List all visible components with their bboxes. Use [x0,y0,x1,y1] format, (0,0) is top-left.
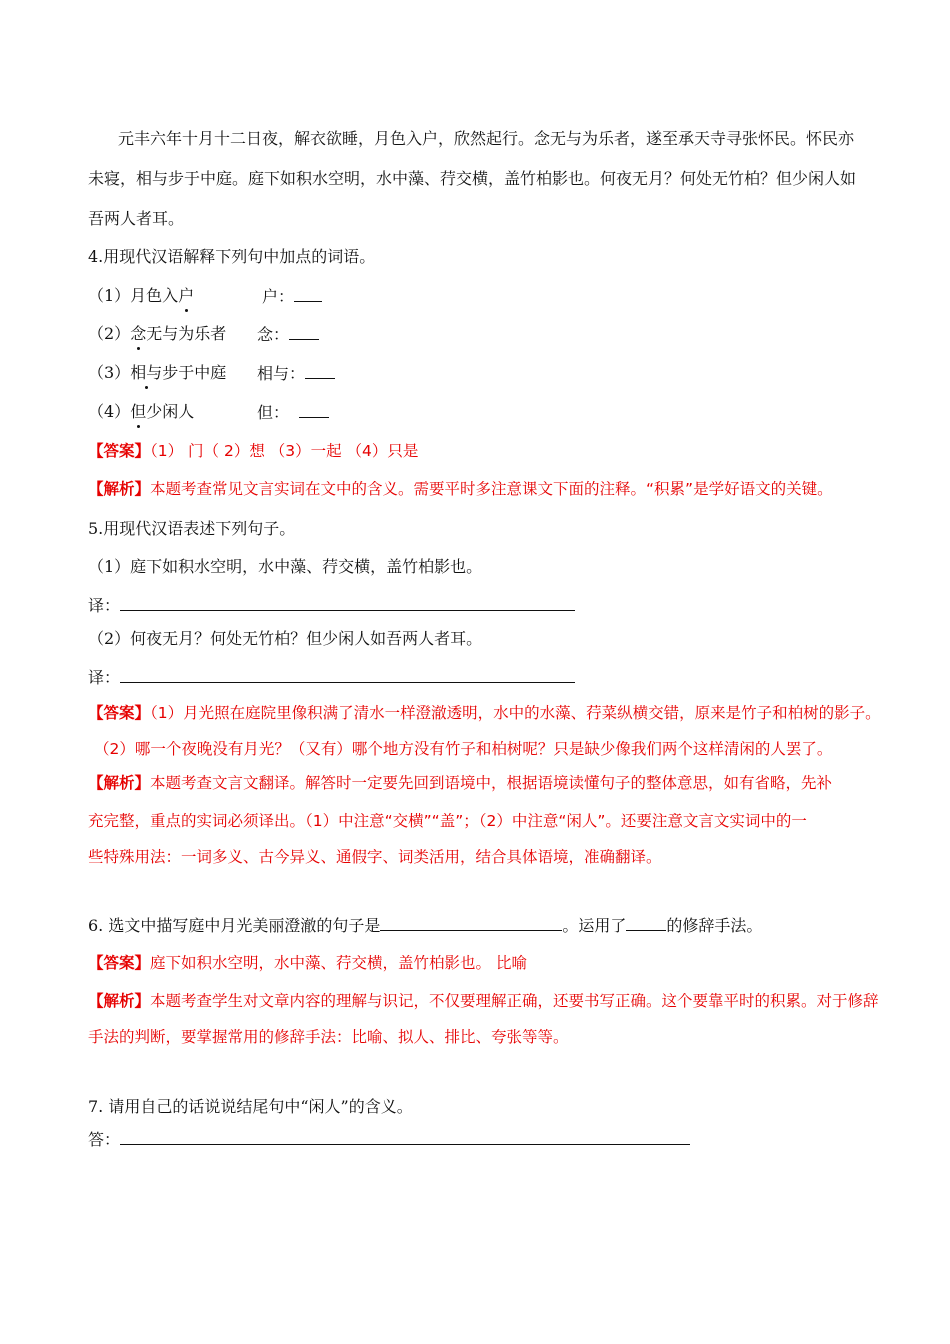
q5-analysis-2: 充完整，重点的实词必须译出。（1）中注意“交横”“盖”；（2）中注意“闲人”。还要注意文言文实词中的一 [88,812,807,830]
passage-line-1: 元丰六年十月十二日夜，解衣欲睡，月色入户，欣然起行。念无与为乐者，遂至承天寺寻张怀民。怀民亦 [118,129,855,148]
q4-item-3: （3）相与步于中庭 [88,363,227,382]
q5-answer-line-2[interactable] [120,666,575,683]
q5-translate-2: 译： [88,666,575,689]
q4-item-4-word: 但： [257,401,329,424]
q6-blank-rhetoric[interactable] [626,914,666,931]
q7-answer-line[interactable] [120,1128,690,1145]
q6-blank-sentence[interactable] [380,914,562,931]
q5-answer-1: 【答案】（1）月光照在庭院里像积满了清水一样澄澈透明，水中的水藻、荇菜纵横交错，原来是竹子和柏树的影子。 [88,704,881,722]
q5-answer-2: （2）哪一个夜晚没有月光？（又有）哪个地方没有竹子和柏树呢？只是缺少像我们两个这样清闲的人罢了。 [94,740,833,758]
q7-title: 7. 请用自己的话说说结尾句中“闲人”的含义。 [88,1097,413,1116]
q4-item-1: （1）月色入户 [88,286,195,305]
q4-analysis: 【解析】本题考查常见文言实词在文中的含义。需要平时多注意课文下面的注释。“积累”是学好语文的关键。 [88,480,833,498]
q4-blank-3[interactable] [305,362,335,379]
q5-answer-line-1[interactable] [120,594,575,611]
q6-analysis-2: 手法的判断，要掌握常用的修辞手法：比喻、拟人、排比、夸张等等。 [88,1028,569,1046]
q4-answer: 【答案】（1） 门（ 2）想 （3）一起 （4）只是 [88,442,419,460]
q4-blank-1[interactable] [294,285,322,302]
q6-title: 6. 选文中描写庭中月光美丽澄澈的句子是 。运用了 的修辞手法。 [88,916,763,935]
q4-item-3-word: 相与： [257,362,335,385]
q6-answer: 【答案】庭下如积水空明，水中藻、荇交横，盖竹柏影也。 比喻 [88,954,527,972]
q5-translate-1: 译： [88,594,575,617]
q4-blank-2[interactable] [289,323,319,340]
q7-answer-row: 答： [88,1128,690,1151]
q4-item-4: （4）但少闲人 [88,402,195,421]
q5-analysis-1: 【解析】本题考查文言文翻译。解答时一定要先回到语境中，根据语境读懂句子的整体意思，如有省略，先补 [88,774,833,792]
q5-analysis-3: 些特殊用法：一词多义、古今异义、通假字、词类活用，结合具体语境，准确翻译。 [88,848,662,866]
passage-line-3: 吾两人者耳。 [88,209,185,228]
q4-item-1-word: 户： [262,285,322,308]
q4-item-2: （2）念无与为乐者 [88,324,227,343]
q4-item-2-word: 念： [257,323,319,346]
q6-analysis-1: 【解析】本题考查学生对文章内容的理解与识记，不仅要理解正确，还要书写正确。这个要靠平时的积累。对于修辞 [88,992,879,1010]
q5-sentence-2: （2）何夜无月？何处无竹柏？但少闲人如吾两人者耳。 [88,629,483,648]
q5-sentence-1: （1）庭下如积水空明，水中藻、荇交横，盖竹柏影也。 [88,557,483,576]
passage-line-2: 未寝，相与步于中庭。庭下如积水空明，水中藻、荇交横，盖竹柏影也。何夜无月？何处无竹柏？但少闲人如 [88,169,857,188]
q4-title: 4.用现代汉语解释下列句中加点的词语。 [88,247,376,266]
q5-title: 5.用现代汉语表述下列句子。 [88,519,296,538]
q4-blank-4[interactable] [299,401,329,418]
